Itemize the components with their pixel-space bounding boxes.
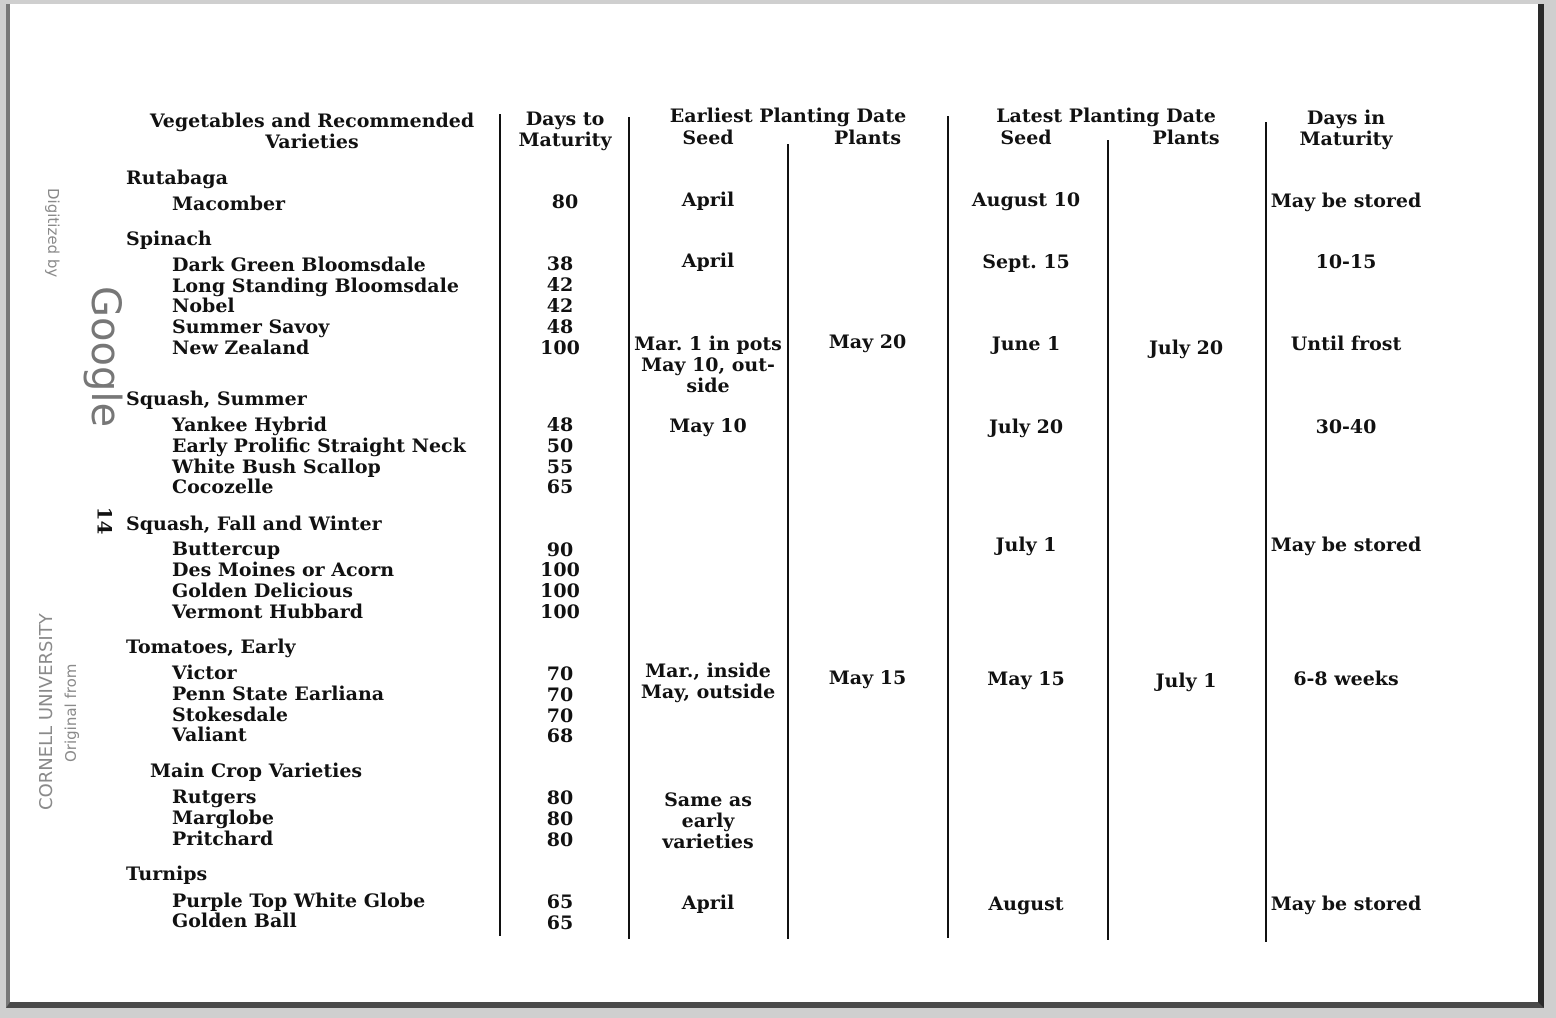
header-days-in-maturity xyxy=(1268,108,1424,150)
days-value: 70 xyxy=(546,684,574,706)
header-latest-seed: Seed xyxy=(1000,127,1052,149)
earliest-seed-line: varieties xyxy=(662,831,754,853)
days-value: 55 xyxy=(546,456,574,478)
days-value: 80 xyxy=(546,829,574,851)
header-days-line2: Maturity xyxy=(518,129,612,151)
rule-after-varieties xyxy=(499,114,501,936)
group-name: Rutabaga xyxy=(126,167,228,189)
earliest-seed-cell: May 10 xyxy=(669,415,747,437)
variety-name: Buttercup xyxy=(172,538,281,560)
variety-name: Early Prolific Straight Neck xyxy=(172,435,466,457)
header-days-in-line1: Days in xyxy=(1306,107,1386,129)
variety-name: Vermont Hubbard xyxy=(172,601,364,623)
earliest-seed-cell: April xyxy=(681,892,735,914)
days-value: 65 xyxy=(546,891,574,913)
document-page xyxy=(6,4,1544,1008)
variety-name: Macomber xyxy=(172,193,286,215)
variety-name: Long Standing Bloomsdale xyxy=(172,275,459,297)
cornell-watermark xyxy=(36,613,58,810)
earliest-seed-line: May, outside xyxy=(640,681,776,703)
earliest-seed-line: May 10, out- xyxy=(641,354,775,376)
days-value: 48 xyxy=(546,414,574,436)
group-name: Spinach xyxy=(126,228,212,250)
latest-seed-cell: June 1 xyxy=(991,333,1061,355)
latest-seed-cell: August 10 xyxy=(971,189,1081,211)
earliest-seed-line: side xyxy=(686,375,730,397)
variety-name: Marglobe xyxy=(172,807,274,829)
variety-name: Yankee Hybrid xyxy=(172,414,327,436)
variety-name: Dark Green Bloomsdale xyxy=(172,254,426,276)
rule-earliest-split xyxy=(787,144,789,939)
header-earliest-plants: Plants xyxy=(833,127,902,149)
variety-name: Des Moines or Acorn xyxy=(172,559,395,581)
variety-name: Summer Savoy xyxy=(172,316,330,338)
days-value: 80 xyxy=(546,787,574,809)
earliest-plants-cell: May 15 xyxy=(828,667,907,689)
header-earliest: Earliest Planting Date xyxy=(669,105,907,127)
group-name: Squash, Summer xyxy=(126,388,307,410)
days-value: 90 xyxy=(546,539,574,561)
group-name: Main Crop Varieties xyxy=(150,760,363,782)
latest-seed-cell: Sept. 15 xyxy=(982,251,1070,273)
variety-name: New Zealand xyxy=(172,337,310,359)
variety-name: Penn State Earliana xyxy=(172,683,385,705)
variety-name: Golden Ball xyxy=(172,910,297,932)
maturity-cell: May be stored xyxy=(1270,893,1422,915)
latest-seed-cell: July 20 xyxy=(988,416,1064,438)
variety-name: White Bush Scallop xyxy=(172,456,381,478)
header-vegetables xyxy=(140,111,484,153)
earliest-seed-cell xyxy=(632,790,784,853)
latest-seed-cell: May 15 xyxy=(987,668,1065,690)
google-logo-watermark xyxy=(82,286,128,427)
variety-name: Golden Delicious xyxy=(172,580,353,602)
days-value: 50 xyxy=(546,435,574,457)
google-text: Google xyxy=(82,286,128,428)
maturity-cell: 10-15 xyxy=(1315,251,1377,273)
earliest-seed-cell: April xyxy=(681,250,735,272)
days-value: 100 xyxy=(540,337,580,359)
latest-seed-cell: July 1 xyxy=(995,534,1057,556)
rule-after-latest xyxy=(1265,122,1267,942)
header-days-in-line2: Maturity xyxy=(1299,128,1393,150)
latest-seed-cell: August xyxy=(988,893,1064,915)
days-value: 42 xyxy=(546,274,574,296)
days-value: 100 xyxy=(540,601,580,623)
header-latest-plants: Plants xyxy=(1152,127,1220,149)
days-value: 65 xyxy=(546,476,574,498)
rule-after-earliest xyxy=(947,116,949,938)
group-name: Turnips xyxy=(126,863,208,885)
variety-name: Rutgers xyxy=(172,786,257,808)
days-value: 48 xyxy=(546,316,574,338)
variety-name: Cocozelle xyxy=(172,476,274,498)
digitized-by-text: Digitized by xyxy=(44,188,62,278)
earliest-plants-cell: May 20 xyxy=(828,331,907,353)
days-value: 42 xyxy=(546,295,574,317)
page-number: 14 xyxy=(92,506,117,535)
days-value: 100 xyxy=(540,559,580,581)
rule-after-days xyxy=(628,117,630,939)
group-name: Squash, Fall and Winter xyxy=(126,513,382,535)
variety-name: Pritchard xyxy=(172,828,274,850)
days-value: 80 xyxy=(546,808,574,830)
maturity-cell: May be stored xyxy=(1270,534,1422,556)
earliest-seed-cell: April xyxy=(681,189,735,211)
original-from-text: Original from xyxy=(62,663,80,762)
days-value: 70 xyxy=(546,663,574,685)
cornell-text: CORNELL UNIVERSITY xyxy=(36,613,57,810)
days-value: 100 xyxy=(540,580,580,602)
digitized-by-watermark xyxy=(44,188,62,277)
header-days-line1: Days to xyxy=(525,108,605,130)
days-value: 65 xyxy=(546,912,574,934)
days-value: 68 xyxy=(546,725,574,747)
days-value: 80 xyxy=(551,191,579,213)
latest-plants-cell: July 20 xyxy=(1148,337,1224,359)
maturity-cell: May be stored xyxy=(1270,190,1422,212)
earliest-seed-cell xyxy=(632,661,784,703)
variety-name: Victor xyxy=(172,662,237,684)
header-days-to-maturity xyxy=(504,109,626,151)
group-name: Tomatoes, Early xyxy=(126,636,296,658)
earliest-seed-line: Mar., inside xyxy=(645,660,771,682)
earliest-seed-line: Mar. 1 in pots xyxy=(634,333,782,355)
days-value: 70 xyxy=(546,705,574,727)
days-value: 38 xyxy=(546,253,574,275)
rule-latest-split xyxy=(1107,140,1109,940)
variety-name: Stokesdale xyxy=(172,704,289,726)
variety-name: Purple Top White Globe xyxy=(172,890,426,912)
maturity-cell: 30-40 xyxy=(1315,416,1377,438)
maturity-cell: 6-8 weeks xyxy=(1293,668,1399,690)
header-vegetables-line2: Varieties xyxy=(265,131,359,153)
earliest-seed-line: Same as xyxy=(664,789,752,811)
latest-plants-cell: July 1 xyxy=(1155,670,1217,692)
header-vegetables-line1: Vegetables and Recommended xyxy=(149,110,475,132)
header-earliest-seed: Seed xyxy=(682,127,734,149)
earliest-seed-line: early xyxy=(681,810,735,832)
header-latest: Latest Planting Date xyxy=(996,105,1216,127)
earliest-seed-cell xyxy=(632,334,784,397)
original-from-watermark xyxy=(62,664,80,762)
variety-name: Valiant xyxy=(172,724,247,746)
maturity-cell: Until frost xyxy=(1290,333,1402,355)
variety-name: Nobel xyxy=(172,295,235,317)
